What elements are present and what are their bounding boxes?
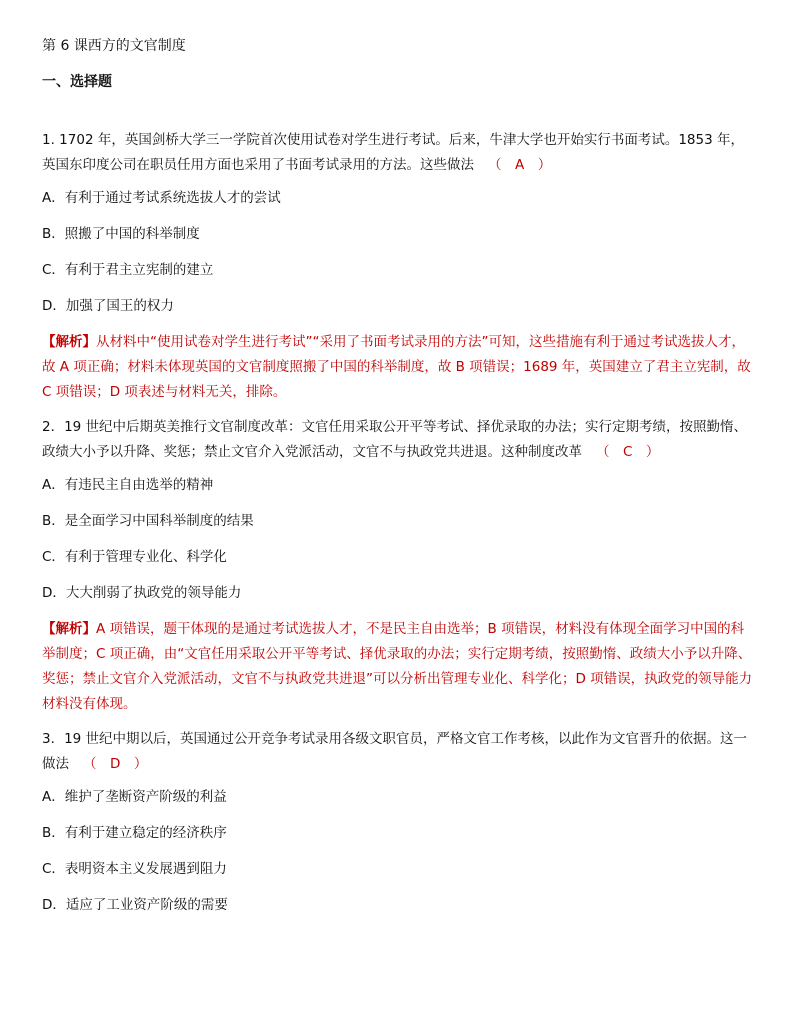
option-a: A．有利于通过考试系统选拔人才的尝试 xyxy=(42,190,281,206)
option-c: C．有利于君主立宪制的建立 xyxy=(42,262,214,278)
analysis-tag: 【解析】 xyxy=(42,621,96,637)
option-d: D．加强了国王的权力 xyxy=(42,298,174,314)
option-d: D．大大削弱了执政党的领导能力 xyxy=(42,585,242,601)
question-stem-text: 1. 1702 年，英国剑桥大学三一学院首次使用试卷对学生进行考试。后来，牛津大学也开始实行书面考试。1853 年，英国东印度公司在职员任用方面也采用了书面考试录用的方法。这些做法 xyxy=(42,132,744,173)
analysis-block xyxy=(42,330,754,405)
option-c: C．有利于管理专业化、科学化 xyxy=(42,549,227,565)
question-stem xyxy=(42,727,754,777)
page-title: 第 6 课西方的文官制度 xyxy=(42,38,186,54)
analysis-tag: 【解析】 xyxy=(42,334,96,350)
question-stem-text: 2．19 世纪中后期英美推行文官制度改革：文官任用采取公开平等考试、择优录取的办法；实行定期考绩，按照勤惰、政绩大小予以升降、奖惩；禁止文官介入党派活动，文官不与执政党共进退。这种制度改革 xyxy=(42,419,748,460)
question-3 xyxy=(42,727,754,915)
question-2 xyxy=(42,415,754,717)
option-d: D．适应了工业资产阶级的需要 xyxy=(42,897,228,913)
analysis-text: A 项错误，题干体现的是通过考试选拔人才，不是民主自由选举；B 项错误，材料没有体现全面学习中国的科举制度；C 项正确，由“文官任用采取公开平等考试、择优录取的办法；实行定期考绩，按照勤惰、政绩大小予以升降、奖惩；禁止文官介入党派活动，文官不与执政党共进退”可以分析出管理专业化、科学化；D 项错误，执政党的领导能力材料没有体现。 xyxy=(42,621,753,712)
option-a: A．有违民主自由选举的精神 xyxy=(42,477,214,493)
answer-choice: （ D ） xyxy=(83,756,148,772)
option-b: B．有利于建立稳定的经济秩序 xyxy=(42,825,227,841)
document-page xyxy=(42,36,754,931)
analysis-block xyxy=(42,617,754,717)
answer-choice: （ C ） xyxy=(596,444,660,460)
question-stem xyxy=(42,415,754,465)
option-b: B．是全面学习中国科举制度的结果 xyxy=(42,513,254,529)
option-a: A．维护了垄断资产阶级的利益 xyxy=(42,789,227,805)
question-stem-text: 3．19 世纪中期以后，英国通过公开竞争考试录用各级文职官员，严格文官工作考核，以此作为文官晋升的依据。这一做法 xyxy=(42,731,748,772)
analysis-text: 从材料中“使用试卷对学生进行考试”“采用了书面考试录用的方法”可知，这些措施有利于通过考试选拔人才，故 A 项正确；材料未体现英国的文官制度照搬了中国的科举制度，故 B 项错误；1689 年，英国建立了君主立宪制，故 C 项错误；D 项表述与材料无关，排除。 xyxy=(42,334,751,400)
answer-choice: （ A ） xyxy=(488,157,552,173)
section-heading: 一、选择题 xyxy=(42,74,112,90)
question-stem xyxy=(42,128,754,178)
question-1 xyxy=(42,128,754,405)
option-b: B．照搬了中国的科举制度 xyxy=(42,226,200,242)
option-c: C．表明资本主义发展遇到阻力 xyxy=(42,861,227,877)
